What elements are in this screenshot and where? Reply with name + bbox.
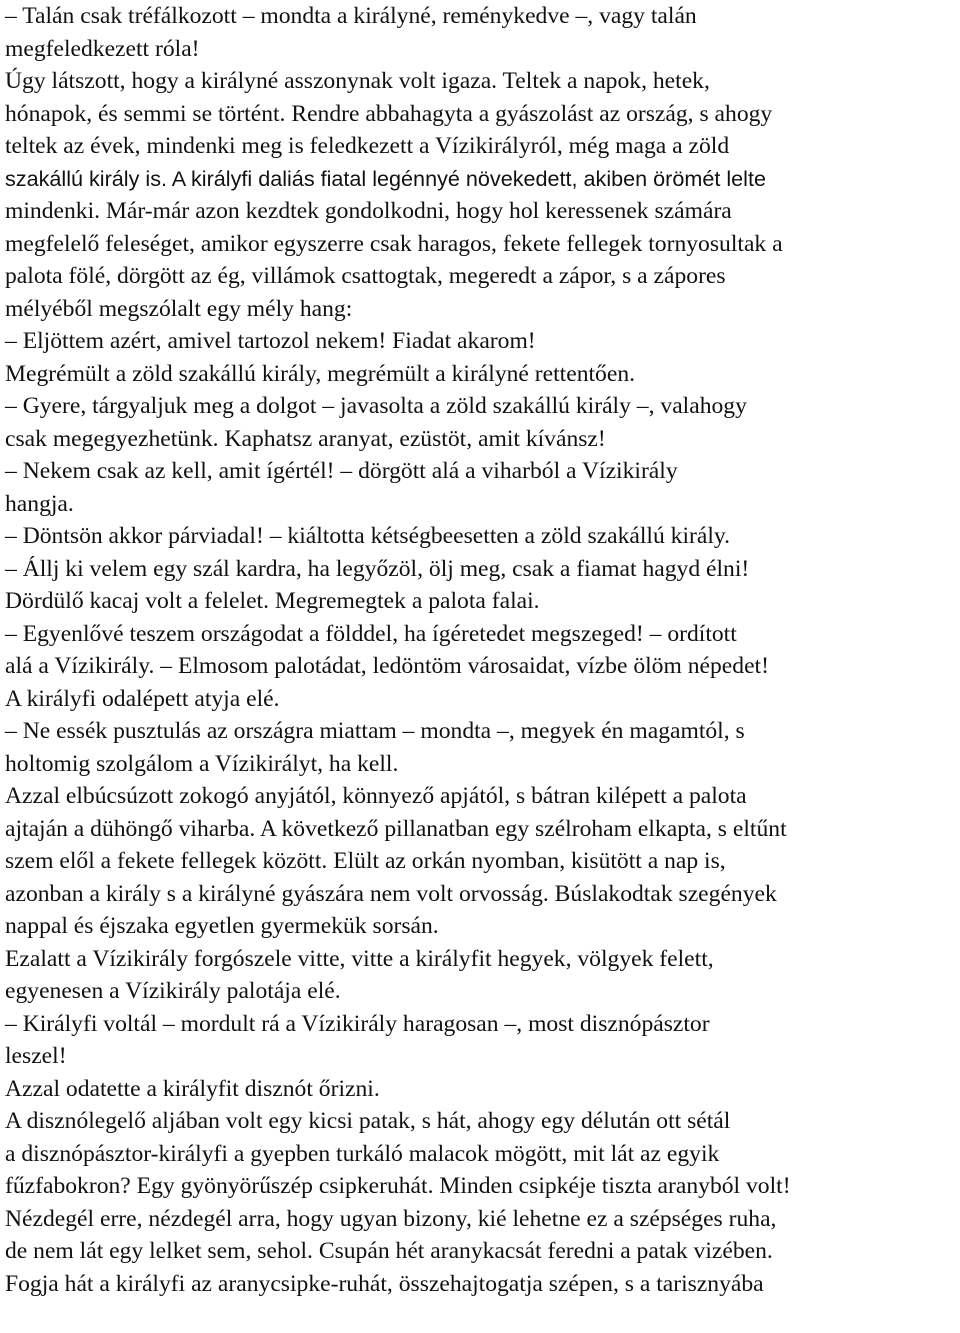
text-line: ajtaján a dühöngő viharba. A következő pillanatban egy szélroham elkapta, s eltűnt — [5, 815, 787, 842]
text-line: megfeledkezett róla! — [5, 35, 200, 62]
text-line: – Ne essék pusztulás az országra miattam – mondta –, megyek én magamtól, s — [5, 718, 745, 744]
text-line: – Gyere, tárgyaljuk meg a dolgot – javasolta a zöld szakállú király –, valahogy — [5, 393, 747, 419]
text-line: Ezalatt a Vízikirály forgószele vitte, vitte a királyfit hegyek, völgyek felett, — [5, 945, 714, 972]
text-line: hónapok, és semmi se történt. Rendre abbahagyta a gyászolást az ország, s ahogy — [5, 100, 773, 127]
text-line: – Nekem csak az kell, amit ígértél! – dörgött alá a viharból a Vízikirály — [5, 458, 678, 484]
text-line: teltek az évek, mindenki meg is feledkezett a Vízikirályról, még maga a zöld — [5, 133, 730, 159]
text-line: csak megegyezhetünk. Kaphatsz aranyat, ezüstöt, amit kívánsz! — [5, 425, 606, 452]
text-line: mindenki. Már-már azon kezdtek gondolkodni, hogy hol keressenek számára — [5, 198, 732, 224]
text-line: – Döntsön akkor párviadal! – kiáltotta kétségbeesetten a zöld szakállú király. — [5, 523, 731, 549]
text-line: leszel! — [5, 1043, 67, 1069]
text-line: – Talán csak tréfálkozott – mondta a királyné, reménykedve –, vagy talán — [5, 3, 697, 29]
text-line: – Egyenlővé teszem országodat a földdel, ha ígéretedet megszeged! – ordított — [5, 620, 737, 647]
text-line: – Eljöttem azért, amivel tartozol nekem! Fiadat akarom! — [5, 328, 536, 354]
text-line: mélyéből megszólalt egy mély hang: — [5, 295, 353, 322]
text-line: Nézdegél erre, nézdegél arra, hogy ugyan bizony, kié lehetne ez a szépséges ruha, — [5, 1205, 777, 1232]
text-line: – Királyfi voltál – mordult rá a Vízikirály haragosan –, most disznópásztor — [5, 1010, 710, 1037]
text-line: azonban a király s a királyné gyászára nem volt orvosság. Búslakodtak szegények — [5, 880, 777, 907]
text-line: szakállú király is. A királyfi daliás fiatal legénnyé növekedett, akiben örömét lelte — [5, 165, 766, 191]
text-line: Azzal elbúcsúzott zokogó anyjától, könnyező apjától, s bátran kilépett a palota — [5, 783, 747, 809]
text-line: Azzal odatette a királyfit disznót őrizni. — [5, 1075, 380, 1102]
text-line: A királyfi odalépett atyja elé. — [5, 685, 280, 712]
text-line: a disznópásztor-királyfi a gyepben turkáló malacok mögött, mit lát az egyik — [5, 1140, 720, 1167]
text-line: palota fölé, dörgött az ég, villámok csattogtak, megeredt a zápor, s a zápores — [5, 263, 726, 289]
text-line: megfelelő feleséget, amikor egyszerre csak haragos, fekete fellegek tornyosultak a — [5, 230, 783, 257]
text-line: Úgy látszott, hogy a királyné asszonynak volt igaza. Teltek a napok, hetek, — [5, 68, 710, 94]
text-line: de nem lát egy lelket sem, sehol. Csupán hét aranykacsát feredni a patak vizében. — [5, 1238, 773, 1264]
text-line: holtomig szolgálom a Vízikirályt, ha kell. — [5, 750, 399, 777]
text-line: Dördülő kacaj volt a felelet. Megremegtek a palota falai. — [5, 588, 540, 614]
text-line: Fogja hát a királyfi az aranycsipke-ruhát, összehajtogatja szépen, s a tarisznyába — [5, 1270, 764, 1297]
text-line: A disznólegelő aljában volt egy kicsi patak, s hát, ahogy egy délután ott sétál — [5, 1108, 731, 1134]
text-line: Megrémült a zöld szakállú király, megrémült a királyné rettentően. — [5, 360, 636, 387]
text-line: fűzfabokron? Egy gyönyörűszép csipkeruhát. Minden csipkéje tiszta aranyból volt! — [5, 1173, 791, 1199]
text-line — [5, 1300, 956, 1333]
text-line: alá a Vízikirály. – Elmosom palotádat, ledöntöm városaidat, vízbe ölöm népedet! — [5, 653, 769, 679]
story-text — [5, 0, 956, 1333]
text-line: egyenesen a Vízikirály palotája elé. — [5, 978, 341, 1004]
text-line: szem elől a fekete fellegek között. Elült az orkán nyomban, kisütött a nap is, — [5, 848, 726, 874]
text-line: – Állj ki velem egy szál kardra, ha legyőzöl, ölj meg, csak a fiamat hagyd élni! — [5, 555, 750, 582]
text-line: hangja. — [5, 490, 74, 517]
text-line: nappal és éjszaka egyetlen gyermekük sorsán. — [5, 913, 439, 939]
